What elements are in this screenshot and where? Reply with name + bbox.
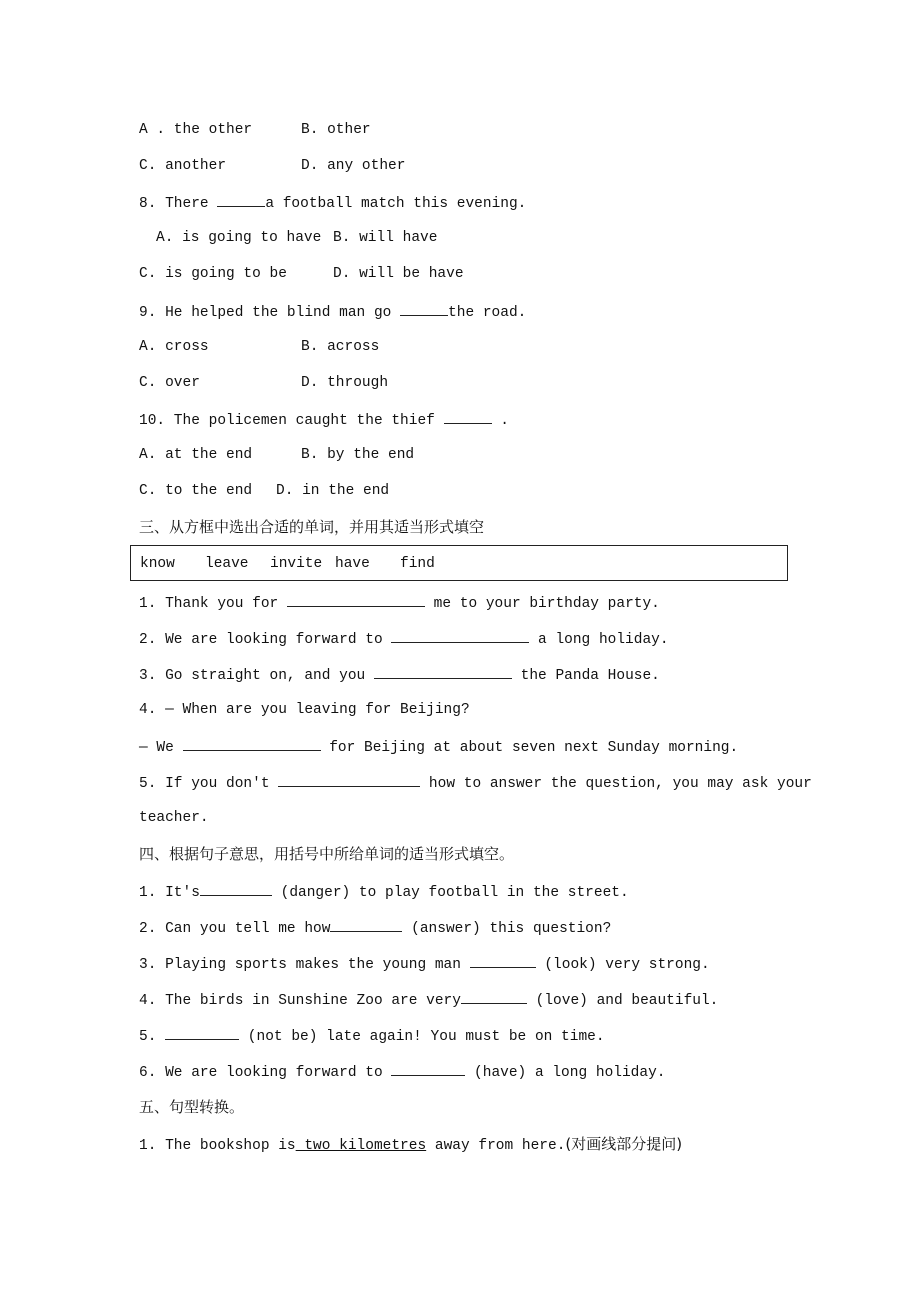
fill-blank[interactable] bbox=[391, 627, 529, 643]
q9-option-a: A. cross bbox=[139, 339, 209, 355]
item-suffix: for Beijing at about seven next Sunday morning. bbox=[320, 740, 739, 756]
item-suffix: a long holiday. bbox=[529, 632, 669, 648]
q10-suffix: . bbox=[491, 413, 509, 429]
item-prefix: 3. Go straight on, and you bbox=[139, 668, 374, 684]
q8-suffix: a football match this evening. bbox=[265, 196, 527, 212]
fill-blank[interactable] bbox=[183, 735, 321, 751]
item-suffix: (have) a long holiday. bbox=[465, 1065, 666, 1081]
item-prefix: 5. bbox=[139, 1029, 166, 1045]
q9-question bbox=[139, 300, 526, 322]
fill-blank[interactable] bbox=[391, 1060, 465, 1076]
q10-option-b: B. by the end bbox=[301, 447, 415, 463]
item-prefix: 1. It's bbox=[139, 885, 200, 901]
q9-option-d: D. through bbox=[301, 375, 389, 391]
item-prefix: 5. If you don't bbox=[139, 776, 279, 792]
section3-heading: 三、从方框中选出合适的单词，并用其适当形式填空 bbox=[139, 518, 485, 536]
q9-option-b: B. across bbox=[301, 339, 380, 355]
fill-blank[interactable] bbox=[287, 591, 425, 607]
word-bank-item: find bbox=[400, 556, 435, 572]
q8-prefix: 8. There bbox=[139, 196, 218, 212]
section4-item bbox=[139, 952, 710, 974]
q10-option-a: A. at the end bbox=[139, 447, 253, 463]
section3-item: 4. — When are you leaving for Beijing? bbox=[139, 702, 470, 718]
fill-blank[interactable] bbox=[165, 1024, 239, 1040]
q7-option-b: B. other bbox=[301, 122, 371, 138]
word-bank-item: have bbox=[335, 556, 370, 572]
section3-item bbox=[139, 735, 738, 757]
q9-prefix: 9. He helped the blind man go bbox=[139, 305, 401, 321]
item-suffix: me to your birthday party. bbox=[424, 596, 660, 612]
word-bank-item: invite bbox=[270, 556, 323, 572]
section3-item bbox=[139, 771, 812, 793]
q10-option-d: D. in the end bbox=[276, 483, 390, 499]
section3-item bbox=[139, 591, 660, 613]
section4-item bbox=[139, 1060, 665, 1082]
item-prefix: — We bbox=[139, 740, 183, 756]
item-suffix: (danger) to play football in the street. bbox=[271, 885, 629, 901]
section4-item bbox=[139, 1024, 605, 1046]
fill-blank[interactable] bbox=[470, 952, 536, 968]
section5-heading: 五、句型转换。 bbox=[139, 1098, 245, 1116]
item-suffix: (answer) this question? bbox=[402, 921, 612, 937]
item-suffix: the Panda House. bbox=[511, 668, 660, 684]
item-prefix: 3. Playing sports makes the young man bbox=[139, 957, 470, 973]
item-prefix: 4. The birds in Sunshine Zoo are very bbox=[139, 993, 461, 1009]
q7-option-d: D. any other bbox=[301, 158, 406, 174]
q9-option-c: C. over bbox=[139, 375, 200, 391]
section3-item bbox=[139, 627, 669, 649]
q8-option-b: B. will have bbox=[333, 230, 438, 246]
item-suffix: how to answer the question, you may ask your bbox=[420, 776, 812, 792]
fill-blank[interactable] bbox=[278, 771, 420, 787]
q8-blank[interactable] bbox=[217, 191, 265, 207]
fill-blank[interactable] bbox=[330, 916, 402, 932]
q9-blank[interactable] bbox=[400, 300, 448, 316]
word-bank-item: leave bbox=[205, 556, 249, 572]
item-prefix: 6. We are looking forward to bbox=[139, 1065, 392, 1081]
q10-prefix: 10. The policemen caught the thief bbox=[139, 413, 444, 429]
fill-blank[interactable] bbox=[200, 880, 272, 896]
section4-item bbox=[139, 988, 718, 1010]
item-suffix: (not be) late again! You must be on time. bbox=[239, 1029, 605, 1045]
section4-item bbox=[139, 916, 611, 938]
q8-option-c: C. is going to be bbox=[139, 266, 287, 282]
q7-option-a: A . the other bbox=[139, 122, 253, 138]
q10-question bbox=[139, 408, 509, 430]
item-suffix: (look) very strong. bbox=[535, 957, 710, 973]
q9-suffix: the road. bbox=[448, 305, 527, 321]
q7-option-c: C. another bbox=[139, 158, 227, 174]
word-bank-item: know bbox=[140, 556, 175, 572]
item-prefix: 2. We are looking forward to bbox=[139, 632, 392, 648]
item-prefix: 1. Thank you for bbox=[139, 596, 287, 612]
q8-option-d: D. will be have bbox=[333, 266, 464, 282]
instruction-note: (对画线部分提问) bbox=[565, 1135, 683, 1153]
q10-blank[interactable] bbox=[444, 408, 492, 424]
section3-item bbox=[139, 663, 660, 685]
item-suffix: away from here. bbox=[426, 1138, 566, 1154]
q8-option-a: A. is going to have bbox=[156, 230, 322, 246]
section3-item: teacher. bbox=[139, 810, 209, 826]
item-prefix: 2. Can you tell me how bbox=[139, 921, 331, 937]
section5-item bbox=[139, 1133, 682, 1155]
item-prefix: 1. The bookshop is bbox=[139, 1138, 296, 1154]
underlined-phrase: two kilometres bbox=[295, 1138, 427, 1154]
item-suffix: (love) and beautiful. bbox=[526, 993, 719, 1009]
fill-blank[interactable] bbox=[461, 988, 527, 1004]
fill-blank[interactable] bbox=[374, 663, 512, 679]
word-bank-box bbox=[130, 545, 788, 581]
section4-heading: 四、根据句子意思，用括号中所给单词的适当形式填空。 bbox=[139, 845, 515, 863]
q10-option-c: C. to the end bbox=[139, 483, 253, 499]
section4-item bbox=[139, 880, 629, 902]
q8-question bbox=[139, 191, 526, 213]
